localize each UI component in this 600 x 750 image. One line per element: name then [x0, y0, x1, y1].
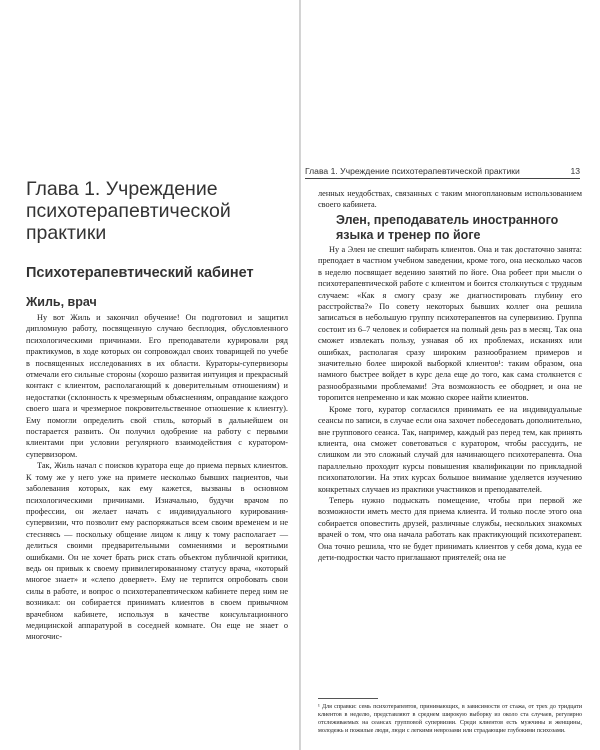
paragraph: Ну а Элен не спешит набирать клиентов. Она и так достаточно занята: преподает в частном учебном заведении, кроме того, она несколько часов в неделю посвящает ведению занятий по йоге. Она робеет при мысли о психотерапевтической работе с клиентом и боится столкнуться с трудным случаем: «Как я смогу сразу же диагностировать глубину его расстройства?» По совету некоторых бывших коллег она решила записаться в небольшую группу психотерапевтов на супервизию. Группа состоит из 6–7 человек и собирается на полный день раз в месяц. Так она сможет извлекать пользу, узнавая об их проблемах, исканиях или ошибках, располагая сразу широким разнообразием примеров и значительно более широкой выборкой клиентов¹: таким образом, она намного быстрее войдет в курс дела еще до того, как сама столкнется с разнообразными проблемами! Эта возможность ее ободряет, и она не торопится непременно и как можно скорее найти клиентов. — [318, 245, 582, 403]
paragraph: Так, Жиль начал с поисков куратора еще до приема первых клиентов. К тому же у него уже на примете несколько бывших пациентов, чьи заболевания которых, как ему кажется, вызваны в основном психологическими причинами. Изначально, будучи врачом по профессии, он желает начать с индивидуального курирования-супервизии, что позволит ему распоряжаться всем своим временем и не стесняясь — поскольку общение лицом к лицу к тому располагает — делиться своими предварительными сомнениями и вероятными ошибками. Он не хочет брать риск стать объектом публичной критики, ведь он привык к своему привилегированному статусу врача, «который многое знает» и «слепо доверяет». Ему не терпится опробовать свои силы в работе, и вопрос о психотерапевтическом кабинете перед ним не возникал: он собирается принимать клиентов в своем привычном врачебном кабинете, используя в качестве консультационного медицинской аппаратурой в соседней комнате. Он еще не знает о многочис- — [26, 461, 288, 642]
paragraph: Кроме того, куратор согласился принимать ее на индивидуальные сеансы по записи, в случае если она захочет побеседовать дополнительно, вне группового сеанса. Так, например, каждый раз перед тем, как принять клиента, она сможет советоваться с куратором, чтобы рассудить, не слишком ли это сложный случай для начинающего психотерапевта. Она параллельно проходит курсы повышения квалификации по прикладной психопатологии. На этих курсах большое внимание уделяется изучению конкретных случаев из практики участников и преподавателей. — [318, 404, 582, 494]
right-body-text — [318, 244, 582, 563]
paragraph-continuation: ленных неудобствах, связанных с таким многоплановым использованием своего кабинета. — [318, 189, 582, 210]
page-number: 13 — [570, 166, 580, 176]
running-head — [305, 165, 580, 179]
running-head-title: Глава 1. Учреждение психотерапевтической практики — [305, 166, 520, 176]
footnote: ¹ Для справки: семь психотерапевтов, принимающих, в зависимости от стажа, от трех до тридцати клиентов в неделю, представляют в среднем широкую выборку из около ста случаев, регулярно отслеживаемых на сеансах групповой супервизии. Среди клиентов есть мужчины и женщины, молодежь и пожилые люди, люди с легкими неврозами или страдающие глубокими психозами. — [318, 704, 582, 734]
paragraph: Теперь нужно подыскать помещение, чтобы при первой же возможности иметь место для приема клиента. И только после этого она собирается оповестить друзей, различные службы, нескольких знакомых врачей о том, что она начала работать как практикующий психотерапевт. Она точно решила, что не будет принимать клиентов у себя дома, куда ее дети-подростки часто приглашают приятелей; она не — [318, 495, 582, 562]
section-title: Психотерапевтический кабинет — [26, 265, 254, 281]
subsection-title: Жиль, врач — [26, 295, 97, 309]
chapter-title: Глава 1. Учреждение психотерапевтической практики — [26, 178, 231, 244]
right-continuation — [318, 188, 582, 211]
right-section-heading: Элен, преподаватель иностранного языка и тренер по йоге — [336, 213, 559, 242]
paragraph: Ну вот Жиль и закончил обучение! Он подготовил и защитил дипломную работу, посвященную случаю бесплодия, обусловленного психологическими причинами. Его преподаватели курировали ряд практикумов, в ходе которых он сопровождал своих товарищей по учебе в посвященных исследованиях в их области. Кураторы-супервизоры отмечали его сильные стороны (хорошо развитая интуиция и прекрасный контакт с клиентом, располагающий к доверительным отношениям) и недостатки (склонность к чрезмерным объяснениям, оправдание каждого своего шага и чрезмерное покровительственное отношение к клиенту). Ему помогли определить свой стиль, который в дальнейшем он постарается развить. Он получил одобрение на работу с первыми клиентами при условии регулярного взаимодействия с куратором-супервизором. — [26, 313, 288, 459]
footnote-divider — [318, 698, 378, 699]
left-body-text — [26, 312, 288, 643]
